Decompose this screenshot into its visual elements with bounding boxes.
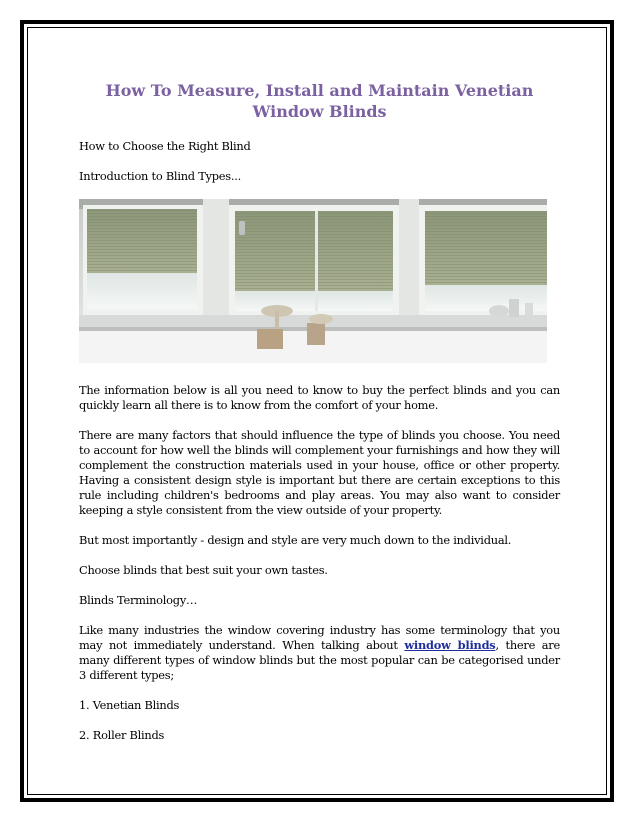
terminology-heading: Blinds Terminology…	[79, 593, 198, 607]
paragraph-5-text-after: , there are many different types of window blinds but the most popular can be categorised under 3 different types;	[79, 638, 560, 682]
paragraph-2: There are many factors that should influence the type of blinds you choose. You need to account for how well the blinds will complement your furnishings and how they will complement the construction materials used in your house, office or other property. Having a consistent design style is important but there are certain exceptions to this rule including children's bedrooms and play areas. You may also want to consider keeping a style consistent from the view outside of your property.	[79, 428, 560, 517]
list-item-roller: 2. Roller Blinds	[79, 728, 165, 742]
subheading-choose: How to Choose the Right Blind	[79, 139, 251, 153]
paragraph-1: The information below is all you need to know to buy the perfect blinds and you can quickly learn all there is to know from the comfort of your home.	[79, 383, 560, 412]
paragraph-5	[79, 623, 560, 683]
document-body	[79, 80, 560, 758]
paragraph-3: But most importantly - design and style are very much down to the individual.	[79, 533, 512, 547]
list-item-venetian: 1. Venetian Blinds	[79, 698, 180, 712]
page-title: How To Measure, Install and Maintain Venetian Window Blinds	[105, 81, 534, 121]
window-blinds-photo	[79, 199, 547, 363]
subheading-intro: Introduction to Blind Types...	[79, 169, 241, 183]
paragraph-5-text-before: Like many industries the window covering industry has some terminology that you may not immediately understand. When talking about	[79, 623, 560, 652]
window-blinds-link[interactable]: window blinds	[404, 638, 496, 652]
paragraph-4: Choose blinds that best suit your own tastes.	[79, 563, 328, 577]
